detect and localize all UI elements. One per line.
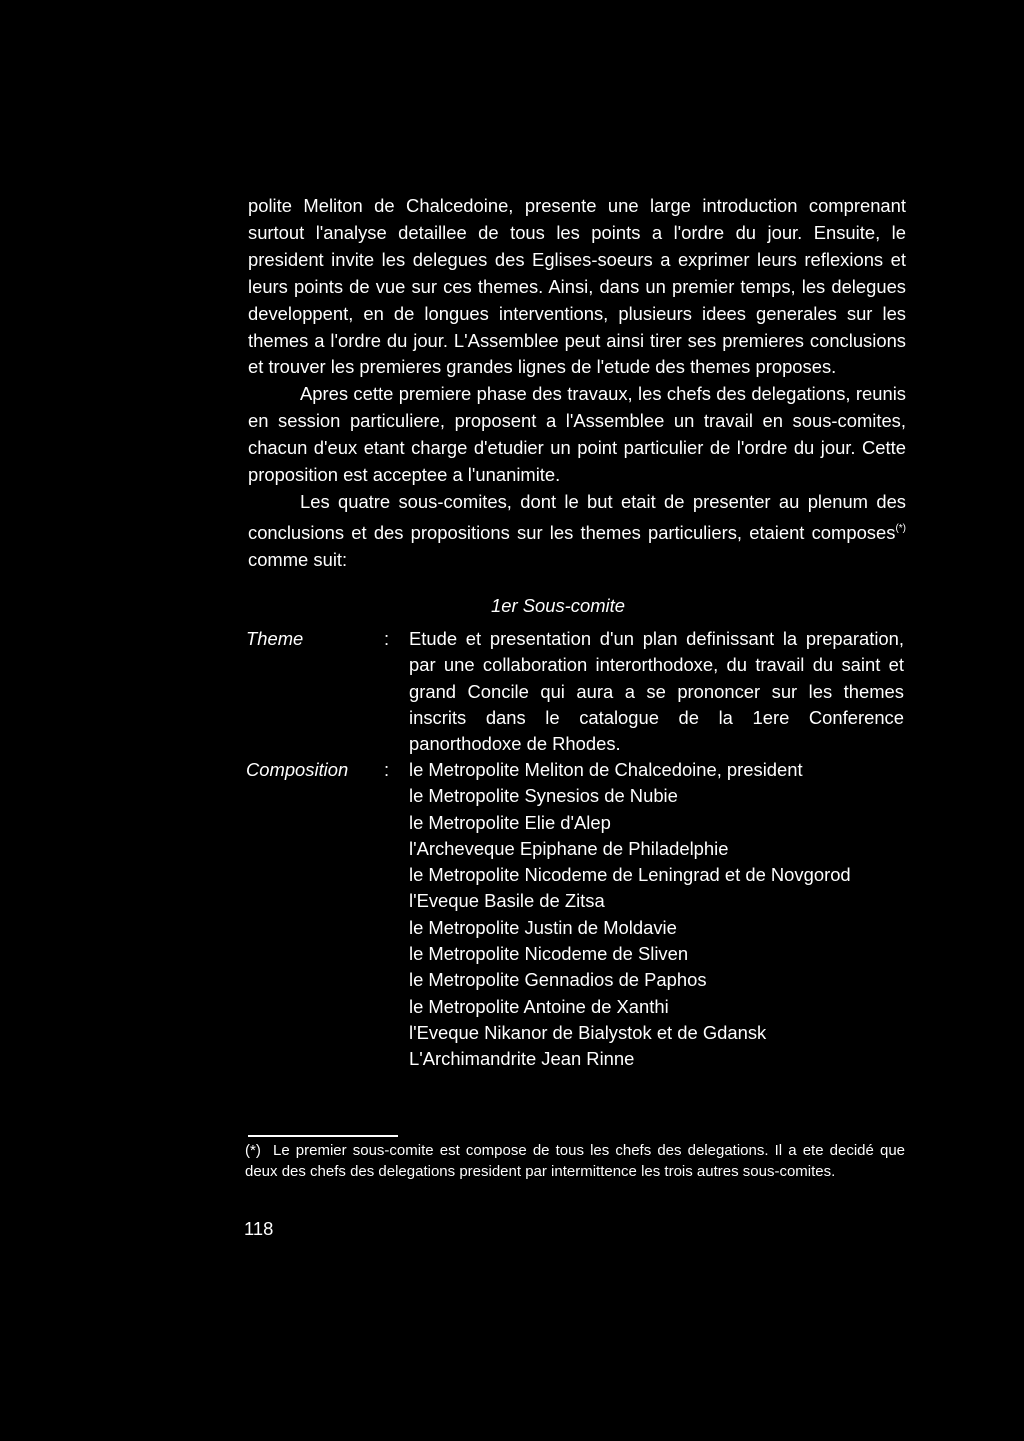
member-item: le Metropolite Meliton de Chalcedoine, president [409, 759, 803, 780]
member-item: L'Archimandrite Jean Rinne [409, 1048, 635, 1070]
member-item: le Metropolite Synesios de Nubie [409, 785, 678, 807]
member-item: le Metropolite Gennadios de Paphos [409, 969, 707, 991]
footnote-mark: (*) [245, 1142, 261, 1159]
member-item: le Metropolite Nicodeme de Leningrad et de Novgorod [409, 864, 851, 886]
composition-label: Composition [246, 759, 349, 780]
body-text [248, 193, 906, 574]
page-number: 118 [244, 1218, 274, 1239]
subcommittee-heading: 1er Sous-comite [491, 595, 625, 616]
member-item: l'Eveque Basile de Zitsa [409, 890, 605, 912]
paragraph-3-text: Les quatre sous-comites, dont le but etait de presenter au plenum des conclusions et des propositions sur les themes particuliers, etaient composes [248, 490, 906, 543]
member-item: l'Archeveque Epiphane de Philadelphie [409, 837, 729, 859]
footnote [245, 1141, 905, 1182]
composition-block [409, 757, 904, 1073]
footnote-reference: (*) [895, 522, 906, 534]
member-item: le Metropolite Antoine de Xanthi [409, 995, 669, 1017]
footnote-rule [248, 1135, 398, 1137]
theme-label: Theme [246, 628, 304, 649]
member-list [409, 757, 904, 1073]
member-item: l'Eveque Nikanor de Bialystok et de Gdansk [409, 1021, 767, 1043]
theme-text-block [409, 626, 904, 757]
footnote-text: Le premier sous-comite est compose de tous les chefs des delegations. Il a ete decidé que deux des chefs des delegations president par intermittence les trois autres sous-comites. [245, 1142, 905, 1180]
composition-colon: : [384, 759, 390, 780]
member-item: le Metropolite Nicodeme de Sliven [409, 943, 689, 965]
member-item: le Metropolite Elie d'Alep [409, 811, 611, 833]
member-item: le Metropolite Justin de Moldavie [409, 916, 677, 938]
paragraph-2: Apres cette premiere phase des travaux, les chefs des delegations, reunis en session particuliere, proposent a l'Assemblee un travail en sous-comites, chacun d'eux etant charge d'etudier un point particulier de l'ordre du jour. Cette proposition est acceptee a l'unanimite. [248, 383, 906, 486]
paragraph-3 [248, 489, 906, 574]
paragraph-1: polite Meliton de Chalcedoine, presente une large introduction comprenant surtout l'analyse detaillee de tous les points a l'ordre du jour. Ensuite, le president invite les delegues des Eglises-soeurs a exprimer leurs reflexions et leurs points de vue sur ces themes. Ainsi, dans un premier temps, les delegues developpent, en de longues interventions, plusieurs idees generales sur les themes a l'ordre du jour. L'Assemblee peut ainsi tirer ses premieres conclusions et trouver les premieres grandes lignes de l'etude des themes proposes. [248, 195, 906, 378]
theme-colon: : [384, 628, 390, 649]
theme-text: Etude et presentation d'un plan definissant la preparation, par une collaboration interorthodoxe, du travail du saint et grand Concile qui aura a se prononcer sur les themes inscrits dans le catalogue de la 1ere Conference panorthodoxe de Rhodes. [409, 628, 904, 755]
paragraph-3-tail: comme suit: [248, 548, 348, 570]
